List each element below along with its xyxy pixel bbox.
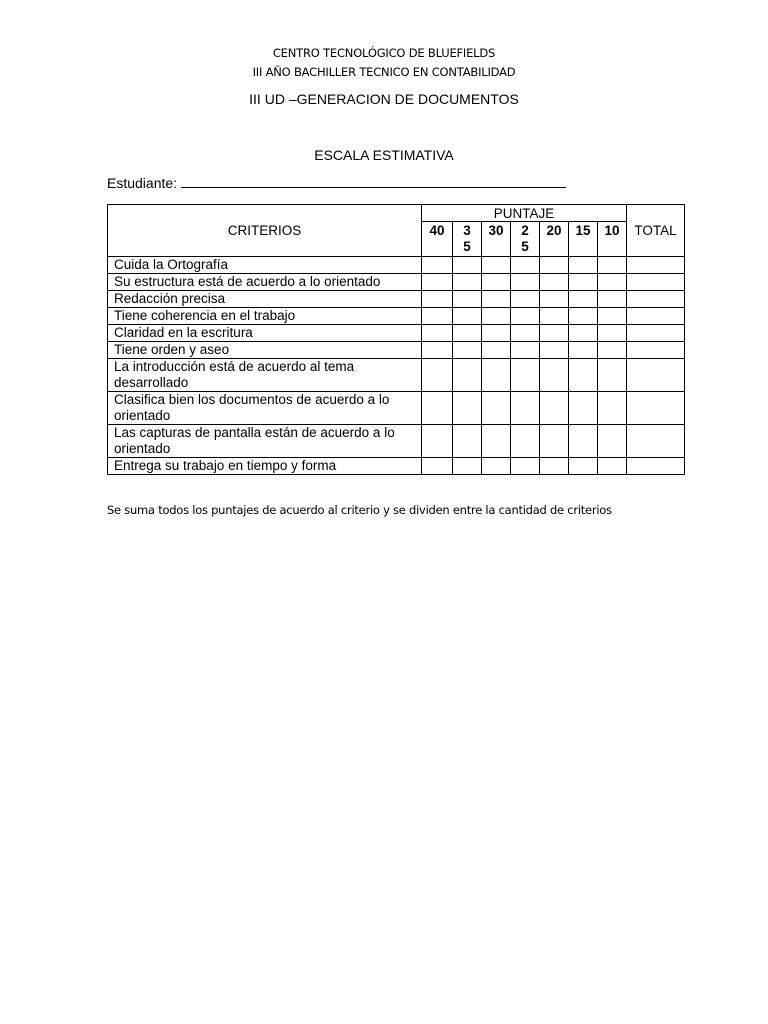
score-cell[interactable] — [453, 308, 482, 325]
score-cell[interactable] — [482, 257, 511, 274]
score-cell[interactable] — [540, 291, 569, 308]
score-cell[interactable] — [511, 342, 540, 359]
score-cell[interactable] — [569, 257, 598, 274]
institution-name: CENTRO TECNOLÓGICO DE BLUEFIELDS — [272, 46, 496, 60]
total-cell[interactable] — [627, 342, 685, 359]
score-cell[interactable] — [482, 425, 511, 458]
score-cell[interactable] — [511, 274, 540, 291]
score-cell[interactable] — [569, 325, 598, 342]
student-name-line[interactable] — [181, 175, 566, 188]
score-cell[interactable] — [540, 392, 569, 425]
score-cell[interactable] — [453, 458, 482, 475]
score-cell[interactable] — [422, 458, 453, 475]
score-cell[interactable] — [598, 257, 627, 274]
score-cell[interactable] — [422, 291, 453, 308]
score-cell[interactable] — [453, 257, 482, 274]
score-cell[interactable] — [482, 308, 511, 325]
score-column-header: 10 — [598, 222, 627, 257]
score-column-header: 30 — [482, 222, 511, 257]
document-title: ESCALA ESTIMATIVA — [314, 147, 454, 163]
total-cell[interactable] — [627, 359, 685, 392]
total-cell[interactable] — [627, 308, 685, 325]
student-field — [107, 175, 566, 191]
criterion-row — [108, 342, 685, 359]
score-cell[interactable] — [482, 392, 511, 425]
total-cell[interactable] — [627, 274, 685, 291]
score-cell[interactable] — [540, 325, 569, 342]
score-cell[interactable] — [540, 308, 569, 325]
score-cell[interactable] — [453, 392, 482, 425]
score-cell[interactable] — [540, 274, 569, 291]
score-cell[interactable] — [453, 274, 482, 291]
score-cell[interactable] — [511, 325, 540, 342]
score-cell[interactable] — [511, 392, 540, 425]
total-cell[interactable] — [627, 425, 685, 458]
student-label: Estudiante: — [107, 175, 178, 191]
criterion-row — [108, 392, 685, 425]
rating-scale-table — [107, 204, 685, 475]
score-cell[interactable] — [511, 308, 540, 325]
score-cell[interactable] — [511, 291, 540, 308]
score-cell[interactable] — [569, 342, 598, 359]
score-cell[interactable] — [598, 291, 627, 308]
criterion-row — [108, 274, 685, 291]
score-cell[interactable] — [540, 425, 569, 458]
score-column-header: 3 5 — [453, 222, 482, 257]
score-cell[interactable] — [540, 359, 569, 392]
score-cell[interactable] — [422, 325, 453, 342]
score-cell[interactable] — [598, 359, 627, 392]
score-cell[interactable] — [569, 291, 598, 308]
score-cell[interactable] — [598, 425, 627, 458]
criterion-label: Clasifica bien los documentos de acuerdo a lo orientado — [108, 392, 422, 425]
score-cell[interactable] — [598, 308, 627, 325]
total-cell[interactable] — [627, 392, 685, 425]
criteria-header: CRITERIOS — [108, 205, 422, 257]
score-cell[interactable] — [422, 274, 453, 291]
score-cell[interactable] — [511, 359, 540, 392]
score-cell[interactable] — [453, 291, 482, 308]
score-cell[interactable] — [569, 359, 598, 392]
score-cell[interactable] — [598, 458, 627, 475]
score-cell[interactable] — [511, 425, 540, 458]
score-cell[interactable] — [598, 325, 627, 342]
score-cell[interactable] — [569, 308, 598, 325]
score-cell[interactable] — [540, 458, 569, 475]
criterion-label: Entrega su trabajo en tiempo y forma — [108, 458, 422, 475]
unit-title: III UD –GENERACION DE DOCUMENTOS — [249, 91, 519, 107]
score-cell[interactable] — [422, 342, 453, 359]
score-cell[interactable] — [540, 257, 569, 274]
criterion-row — [108, 359, 685, 392]
criterion-row — [108, 458, 685, 475]
criterion-label: Tiene coherencia en el trabajo — [108, 308, 422, 325]
score-cell[interactable] — [511, 458, 540, 475]
total-cell[interactable] — [627, 257, 685, 274]
score-column-header: 20 — [540, 222, 569, 257]
score-cell[interactable] — [422, 359, 453, 392]
total-cell[interactable] — [627, 458, 685, 475]
criterion-row — [108, 257, 685, 274]
criterion-row — [108, 291, 685, 308]
criterion-row — [108, 308, 685, 325]
score-column-header: 15 — [569, 222, 598, 257]
score-cell[interactable] — [569, 274, 598, 291]
score-cell[interactable] — [569, 392, 598, 425]
score-cell[interactable] — [422, 257, 453, 274]
program-name: III AÑO BACHILLER TECNICO EN CONTABILIDAD — [252, 65, 516, 79]
score-cell[interactable] — [482, 291, 511, 308]
score-cell[interactable] — [482, 325, 511, 342]
score-cell[interactable] — [598, 392, 627, 425]
criterion-label: Su estructura está de acuerdo a lo orientado — [108, 274, 422, 291]
score-cell[interactable] — [482, 458, 511, 475]
score-cell[interactable] — [482, 274, 511, 291]
score-cell[interactable] — [569, 458, 598, 475]
criterion-label: Tiene orden y aseo — [108, 342, 422, 359]
score-header: PUNTAJE — [422, 205, 627, 222]
criterion-label: Redacción precisa — [108, 291, 422, 308]
score-cell[interactable] — [482, 342, 511, 359]
score-cell[interactable] — [453, 425, 482, 458]
instruction-note: Se suma todos los puntajes de acuerdo al criterio y se dividen entre la cantidad de criterios — [107, 503, 612, 517]
score-cell[interactable] — [569, 425, 598, 458]
criterion-label: Cuida la Ortografía — [108, 257, 422, 274]
score-cell[interactable] — [453, 325, 482, 342]
criterion-row — [108, 425, 685, 458]
criterion-label: Claridad en la escritura — [108, 325, 422, 342]
total-cell[interactable] — [627, 291, 685, 308]
score-cell[interactable] — [482, 359, 511, 392]
total-cell[interactable] — [627, 325, 685, 342]
criterion-label: La introducción está de acuerdo al tema desarrollado — [108, 359, 422, 392]
score-cell[interactable] — [598, 274, 627, 291]
score-cell[interactable] — [453, 359, 482, 392]
score-cell[interactable] — [422, 308, 453, 325]
score-column-header: 40 — [422, 222, 453, 257]
criterion-label: Las capturas de pantalla están de acuerdo a lo orientado — [108, 425, 422, 458]
total-header: TOTAL — [627, 205, 685, 257]
score-cell[interactable] — [540, 342, 569, 359]
score-cell[interactable] — [453, 342, 482, 359]
score-column-header: 2 5 — [511, 222, 540, 257]
score-cell[interactable] — [422, 425, 453, 458]
score-cell[interactable] — [422, 392, 453, 425]
score-cell[interactable] — [511, 257, 540, 274]
score-cell[interactable] — [598, 342, 627, 359]
criterion-row — [108, 325, 685, 342]
